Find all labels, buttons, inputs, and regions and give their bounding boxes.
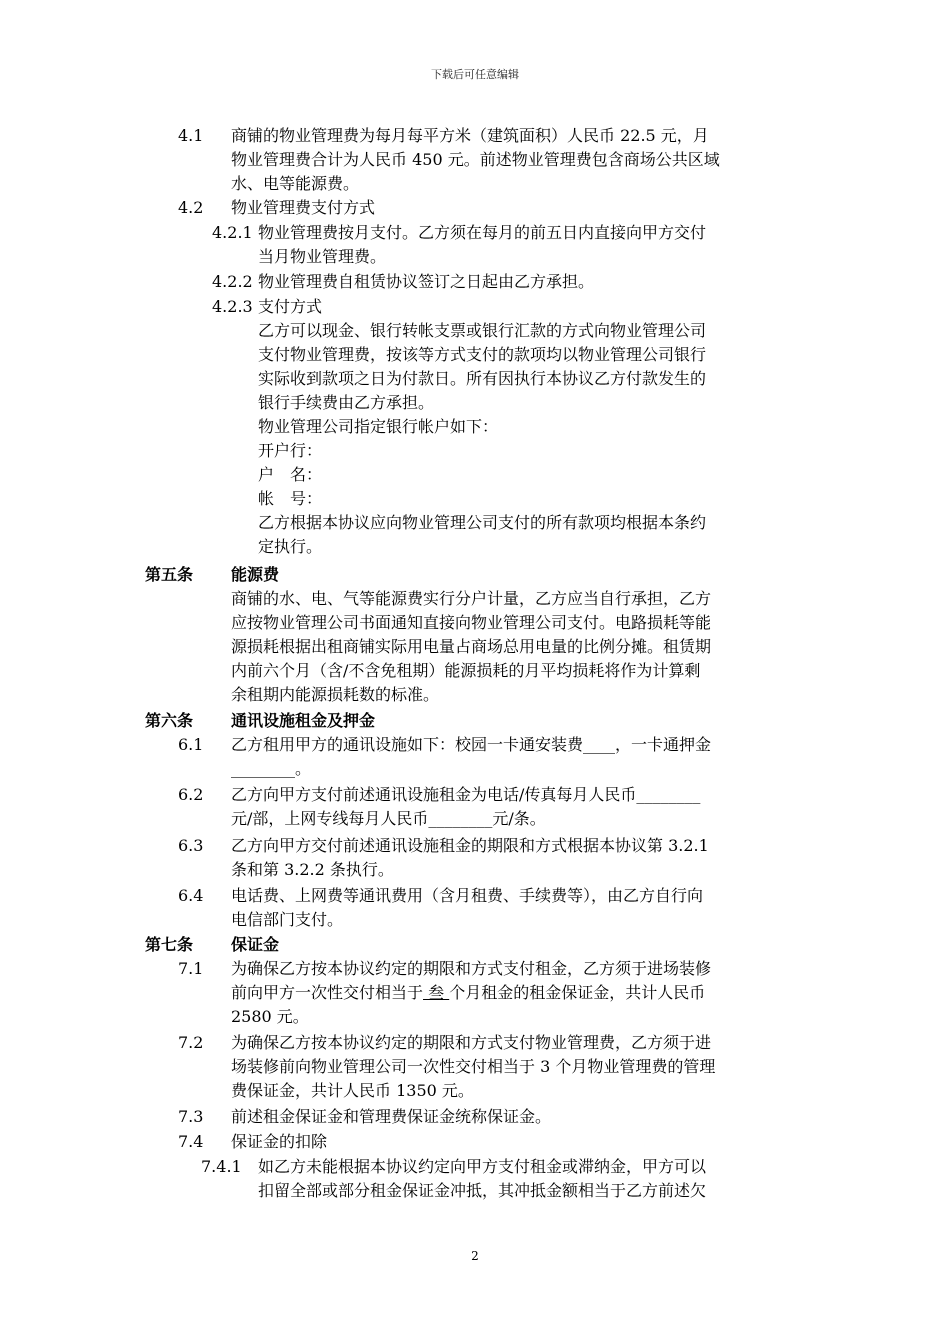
article-7-heading (0, 933, 950, 957)
clause-text-line: 物业管理费支付方式 (231, 198, 376, 217)
clause-number: 6.2 (178, 785, 204, 804)
clause-text-line: 物业管理费合计为人民币 450 元。前述物业管理费包含商场公共区域 (231, 150, 720, 169)
clause-6-3 (0, 834, 950, 884)
clause-number: 7.4.1 (201, 1157, 242, 1176)
article-5-heading (0, 563, 950, 587)
clause-text-segment: 个月租金的租金保证金，共计人民币 (449, 983, 706, 1002)
page-header: 下载后可任意编辑 (431, 68, 519, 81)
clause-text-line: 如乙方未能根据本协议约定向甲方支付租金或滞纳金，甲方可以 (258, 1157, 707, 1176)
article-6-heading (0, 709, 950, 733)
clause-6-1 (0, 733, 950, 783)
document-body (0, 124, 950, 1204)
paragraph-line: 实际收到款项之日为付款日。所有因执行本协议乙方付款发生的 (258, 369, 707, 388)
clause-text-line (231, 981, 711, 1005)
account-number-label: 帐 号： (258, 489, 323, 508)
clause-text-line: 乙方向甲方支付前述通讯设施租金为电话/传真每月人民币________ (231, 785, 701, 804)
clause-text-line: 费保证金，共计人民币 1350 元。 (231, 1081, 474, 1100)
clause-text-line: 物业管理费自租赁协议签订之日起由乙方承担。 (258, 272, 595, 291)
clause-text-line: 元/部，上网专线每月人民币________元/条。 (231, 809, 546, 828)
clause-number: 4.2.1 (212, 223, 253, 242)
paragraph-line: 商铺的水、电、气等能源费实行分户计量，乙方应当自行承担，乙方 (231, 589, 712, 608)
clause-text-line: 当月物业管理费。 (258, 247, 387, 266)
article-number: 第五条 (145, 565, 194, 584)
article-title: 通讯设施租金及押金 (231, 711, 376, 730)
paragraph-line: 乙方可以现金、银行转帐支票或银行汇款的方式向物业管理公司 (258, 321, 707, 340)
clause-6-4 (0, 884, 950, 933)
clause-number: 6.1 (178, 735, 204, 754)
clause-text-line: 电信部门支付。 (231, 910, 344, 929)
clause-number: 7.4 (178, 1132, 204, 1151)
paragraph-line: 支付物业管理费，按该等方式支付的款项均以物业管理公司银行 (258, 345, 707, 364)
clause-7-1 (0, 957, 950, 1031)
paragraph-line: 余租期内能源损耗数的标准。 (231, 685, 440, 704)
clause-text-line: 前述租金保证金和管理费保证金统称保证金。 (231, 1107, 552, 1126)
article-5-paragraph (0, 587, 950, 709)
payment-method-paragraph (0, 319, 950, 563)
clause-text-line: 条和第 3.2.2 条执行。 (231, 860, 394, 879)
paragraph-line: 银行手续费由乙方承担。 (258, 393, 435, 412)
clause-number: 4.2.2 (212, 272, 253, 291)
clause-text-line: 支付方式 (258, 297, 323, 316)
article-number: 第七条 (145, 935, 194, 954)
clause-text-line: 保证金的扣除 (231, 1132, 328, 1151)
clause-7-2 (0, 1031, 950, 1105)
clause-text-line: 物业管理费按月支付。乙方须在每月的前五日内直接向甲方交付 (258, 223, 707, 242)
clause-4-1 (0, 124, 950, 196)
clause-text-line: 商铺的物业管理费为每月每平方米（建筑面积）人民币 22.5 元，月 (231, 126, 709, 145)
clause-number: 7.2 (178, 1033, 204, 1052)
clause-4-2-3 (0, 295, 950, 319)
paragraph-line: 定执行。 (258, 537, 323, 556)
paragraph-line: 物业管理公司指定银行帐户如下： (258, 417, 499, 436)
clause-text-line: 乙方租用甲方的通讯设施如下：校园一卡通安装费____，一卡通押金 (231, 735, 712, 754)
clause-number: 7.3 (178, 1107, 204, 1126)
bank-field-label: 开户行： (258, 441, 323, 460)
clause-text-line: ________。 (231, 759, 312, 778)
paragraph-line: 内前六个月（含/不含免租期）能源损耗的月平均损耗将作为计算剩 (231, 661, 701, 680)
clause-text-line: 场装修前向物业管理公司一次性交付相当于 3 个月物业管理费的管理 (231, 1057, 716, 1076)
clause-text-line: 电话费、上网费等通讯费用（含月租费、手续费等），由乙方自行向 (231, 886, 704, 905)
clause-number: 4.1 (178, 126, 204, 145)
underlined-month-count: 叁 (423, 983, 450, 1002)
article-number: 第六条 (145, 711, 194, 730)
clause-text-line: 为确保乙方按本协议约定的期限和方式支付物业管理费，乙方须于进 (231, 1033, 712, 1052)
clause-7-3 (0, 1105, 950, 1130)
clause-number: 6.3 (178, 836, 204, 855)
clause-number: 4.2 (178, 198, 204, 217)
article-title: 保证金 (231, 935, 280, 954)
clause-7-4 (0, 1130, 950, 1155)
clause-4-2 (0, 196, 950, 221)
account-name-label: 户 名： (258, 465, 323, 484)
paragraph-line: 源损耗根据出租商铺实际用电量占商场总用电量的比例分摊。租赁期 (231, 637, 712, 656)
article-title: 能源费 (231, 565, 280, 584)
clause-7-4-1 (0, 1155, 950, 1204)
clause-text-segment: 前向甲方一次性交付相当于 (231, 983, 424, 1002)
clause-text-line: 乙方向甲方交付前述通讯设施租金的期限和方式根据本协议第 3.2.1 (231, 836, 709, 855)
clause-4-2-1 (0, 221, 950, 270)
clause-text-line: 2580 元。 (231, 1007, 309, 1026)
clause-number: 6.4 (178, 886, 204, 905)
clause-text-line: 为确保乙方按本协议约定的期限和方式支付租金，乙方须于进场装修 (231, 959, 712, 978)
clause-text-line: 水、电等能源费。 (231, 174, 360, 193)
clause-4-2-2 (0, 270, 950, 295)
clause-number: 4.2.3 (212, 297, 253, 316)
paragraph-line: 应按物业管理公司书面通知直接向物业管理公司支付。电路损耗等能 (231, 613, 712, 632)
page-number: 2 (471, 1249, 479, 1263)
clause-text-line: 扣留全部或部分租金保证金冲抵，其冲抵金额相当于乙方前述欠 (258, 1181, 707, 1200)
clause-number: 7.1 (178, 959, 204, 978)
clause-6-2 (0, 783, 950, 834)
paragraph-line: 乙方根据本协议应向物业管理公司支付的所有款项均根据本条约 (258, 513, 707, 532)
